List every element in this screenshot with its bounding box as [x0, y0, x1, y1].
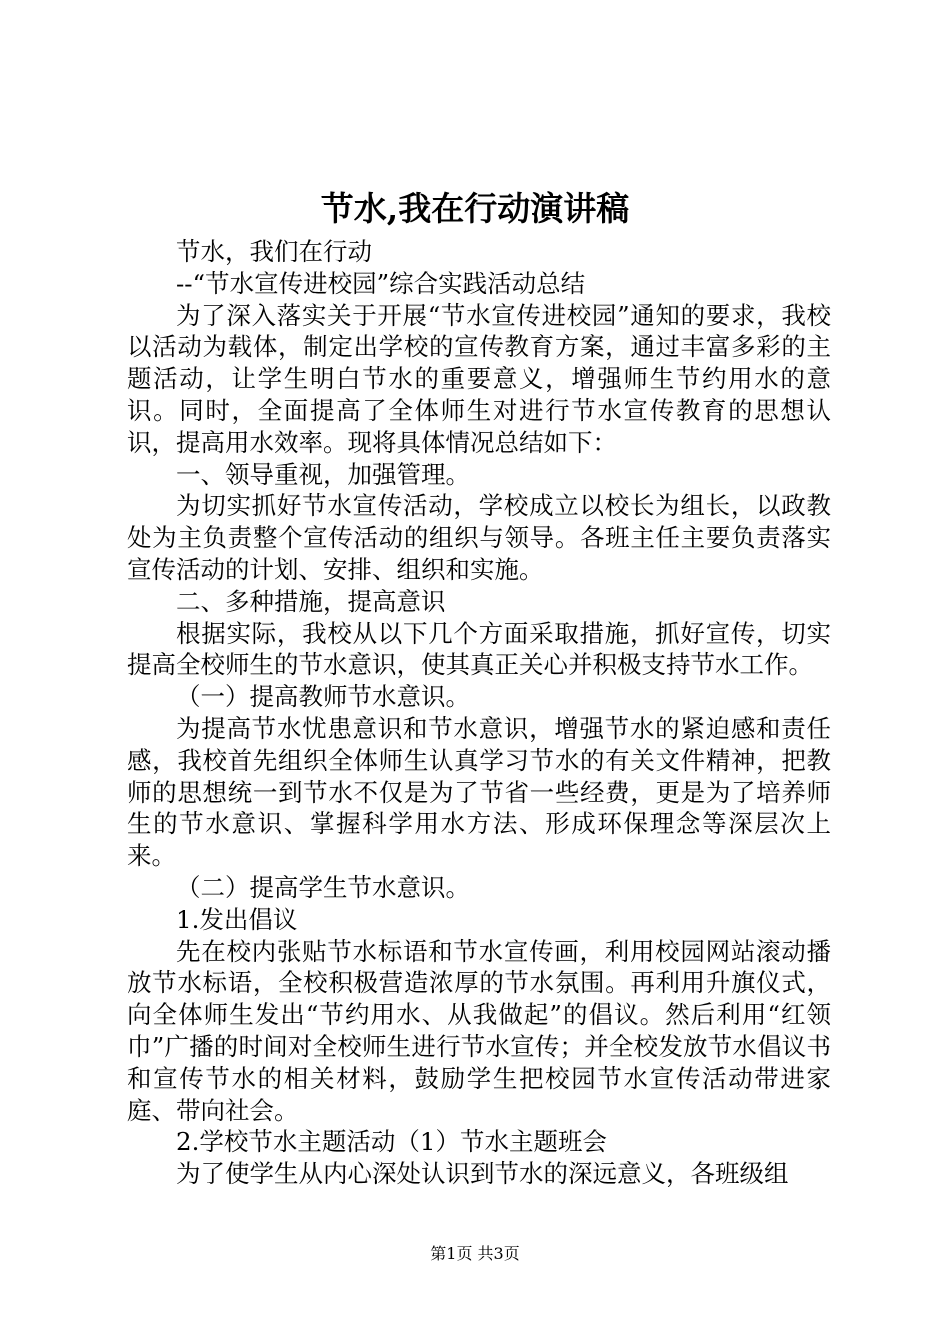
section-heading-1: 一、领导重视，加强管理。	[176, 459, 470, 489]
item-heading-2: 2.学校节水主题活动（1）节水主题班会	[176, 1127, 607, 1157]
section-heading-2: 二、多种措施，提高意识	[176, 586, 446, 616]
page-footer: 第1页 共3页	[430, 1244, 520, 1263]
paragraph: 为提高节水忧患意识和节水意识，增强节水的紧迫感和责任感，我校首先组织全体师生认真学习节水的有关文件精神，把教师的思想统一到节水不仅是为了节省一些经费，更是为了培养师生的节水意识、掌握科学用水方法、形成环保理念等深层次上来。	[127, 713, 831, 871]
paragraph-subtitle: 节水，我们在行动	[176, 237, 372, 266]
paragraph: 先在校内张贴节水标语和节水宣传画，利用校园网站滚动播放节水标语，全校积极营造浓厚的节水氛围。再利用升旗仪式，向全体师生发出“节约用水、从我做起”的倡议。然后利用“红领巾”广播的时间对全校师生进行节水宣传；并全校发放节水倡议书和宣传节水的相关材料，鼓励学生把校园节水宣传活动带进家庭、带向社会。	[127, 936, 831, 1125]
paragraph: 为切实抓好节水宣传活动，学校成立以校长为组长，以政教处为主负责整个宣传活动的组织与领导。各班主任主要负责落实宣传活动的计划、安排、组织和实施。	[127, 491, 831, 584]
subsection-heading-2: （二）提高学生节水意识。	[176, 872, 470, 902]
paragraph: 为了使学生从内心深处认识到节水的深远意义，各班级组	[176, 1159, 789, 1189]
document-body	[127, 236, 831, 1190]
paragraph-subtitle-line2: --“节水宣传进校园”综合实践活动总结	[176, 268, 586, 298]
document-title: 节水,我在行动演讲稿	[320, 189, 630, 228]
subsection-heading-1: （一）提高教师节水意识。	[176, 682, 470, 712]
paragraph-intro: 为了深入落实关于开展“节水宣传进校园”通知的要求，我校以活动为载体，制定出学校的宣传教育方案，通过丰富多彩的主题活动，让学生明白节水的重要意义，增强师生节约用水的意识。同时，全面提高了全体师生对进行节水宣传教育的思想认识，提高用水效率。现将具体情况总结如下：	[127, 300, 831, 457]
paragraph: 根据实际，我校从以下几个方面采取措施，抓好宣传，切实提高全校师生的节水意识，使其真正关心并积极支持节水工作。	[127, 618, 831, 680]
item-heading-1: 1.发出倡议	[176, 904, 298, 934]
